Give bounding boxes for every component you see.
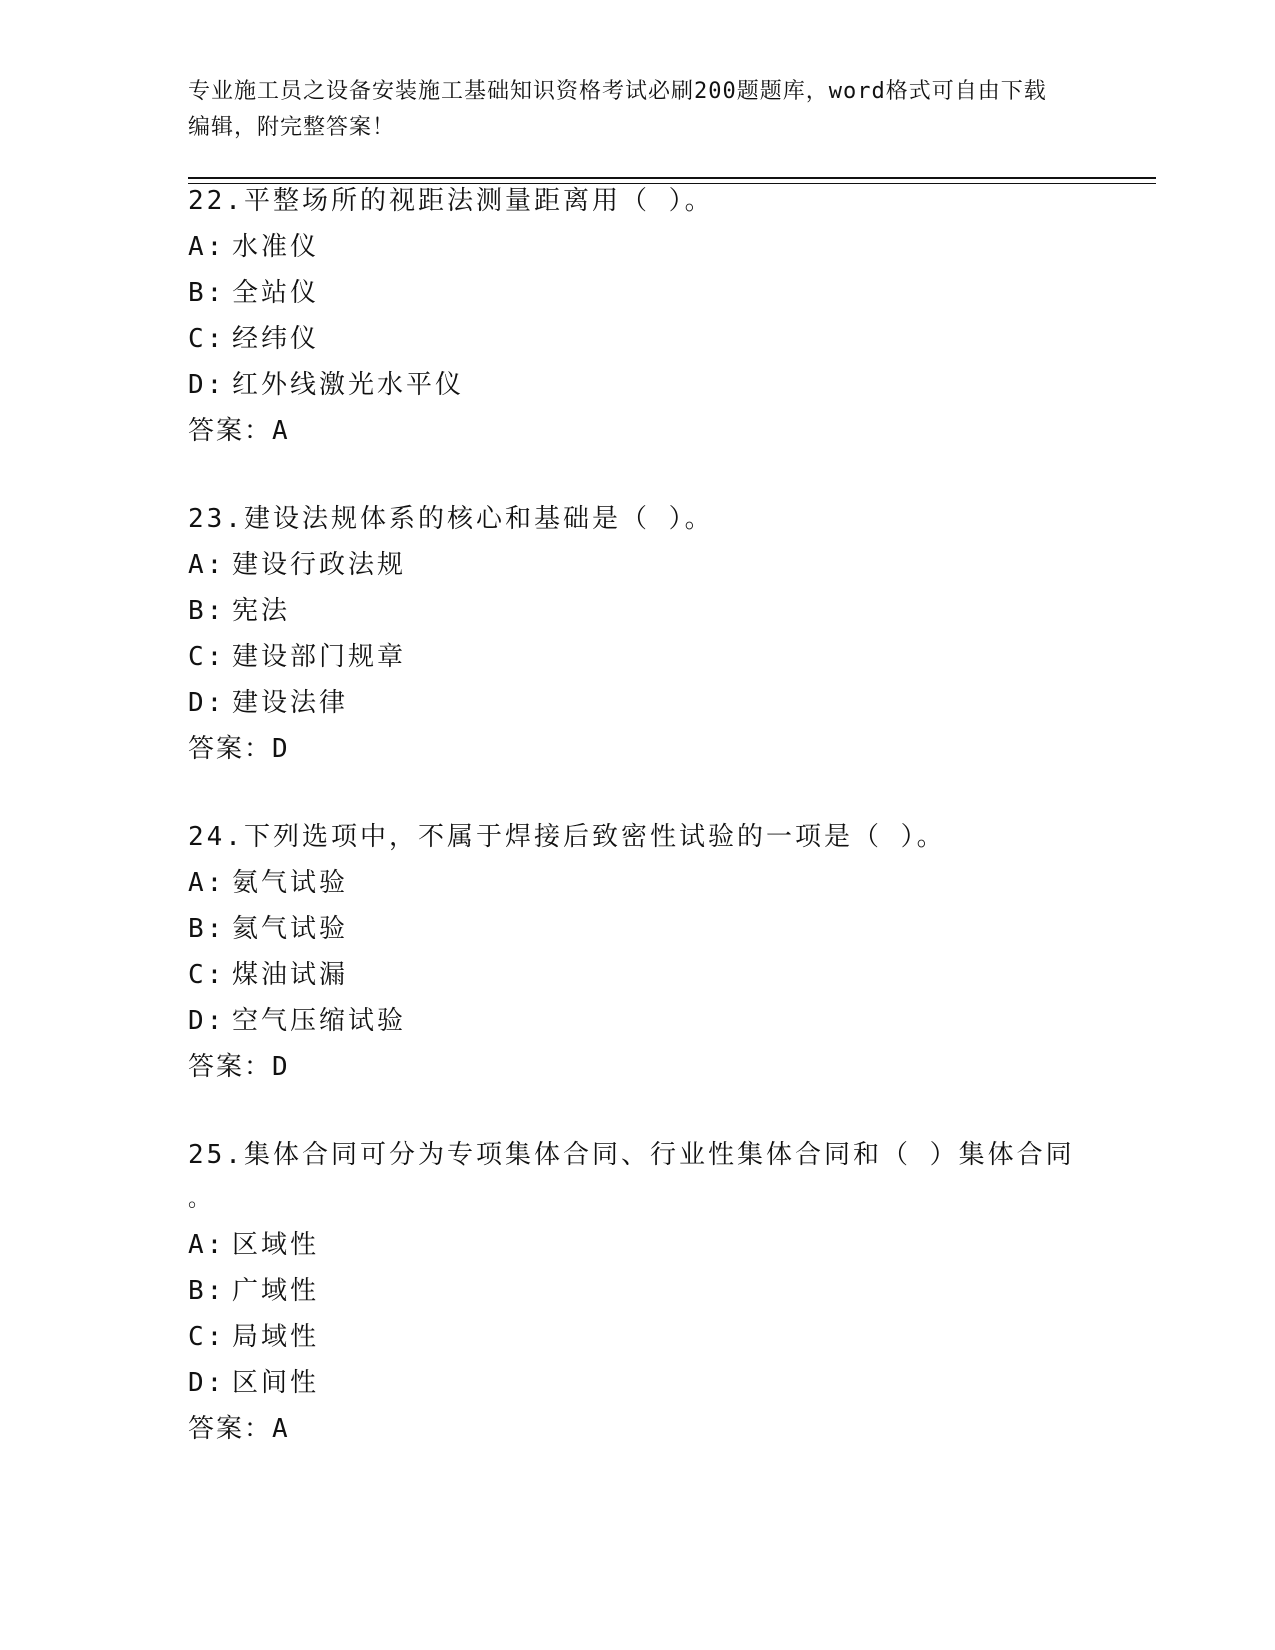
option-text: 氦气试验 bbox=[232, 914, 349, 944]
option-key: A: bbox=[188, 550, 226, 580]
option-key: D: bbox=[188, 370, 226, 400]
option-text: 煤油试漏 bbox=[232, 960, 349, 990]
option-text: 氨气试验 bbox=[232, 868, 349, 898]
option-key: D: bbox=[188, 1006, 226, 1036]
option-key: B: bbox=[188, 914, 226, 944]
option-b bbox=[188, 1268, 1088, 1314]
option-key: A: bbox=[188, 1230, 226, 1260]
option-text: 宪法 bbox=[232, 596, 291, 626]
option-text: 广域性 bbox=[232, 1276, 320, 1306]
question-23 bbox=[188, 496, 1088, 772]
option-key: C: bbox=[188, 960, 226, 990]
option-a bbox=[188, 542, 1088, 588]
option-a bbox=[188, 860, 1088, 906]
answer-line: 答案：A bbox=[188, 1414, 290, 1444]
option-c bbox=[188, 634, 1088, 680]
question-stem-tail: 。 bbox=[188, 1187, 211, 1212]
question-24 bbox=[188, 814, 1088, 1090]
option-c bbox=[188, 316, 1088, 362]
option-text: 全站仪 bbox=[232, 278, 320, 308]
option-key: B: bbox=[188, 596, 226, 626]
option-text: 经纬仪 bbox=[232, 324, 320, 354]
option-a bbox=[188, 1222, 1088, 1268]
question-stem: 22.平整场所的视距法测量距离用（ ）。 bbox=[188, 186, 714, 216]
option-key: C: bbox=[188, 1322, 226, 1352]
option-text: 空气压缩试验 bbox=[232, 1006, 407, 1036]
option-key: D: bbox=[188, 1368, 226, 1398]
option-text: 水准仪 bbox=[232, 232, 320, 262]
question-stem: 23.建设法规体系的核心和基础是（ ）。 bbox=[188, 504, 714, 534]
option-key: A: bbox=[188, 868, 226, 898]
option-text: 区间性 bbox=[232, 1368, 320, 1398]
question-stem: 25.集体合同可分为专项集体合同、行业性集体合同和（ ）集体合同 bbox=[188, 1140, 1075, 1170]
option-key: B: bbox=[188, 278, 226, 308]
option-key: C: bbox=[188, 324, 226, 354]
answer-line: 答案：D bbox=[188, 734, 290, 764]
option-text: 局域性 bbox=[232, 1322, 320, 1352]
option-c bbox=[188, 1314, 1088, 1360]
option-a bbox=[188, 224, 1088, 270]
option-c bbox=[188, 952, 1088, 998]
answer-line: 答案：D bbox=[188, 1052, 290, 1082]
option-b bbox=[188, 906, 1088, 952]
option-key: B: bbox=[188, 1276, 226, 1306]
option-key: A: bbox=[188, 232, 226, 262]
option-text: 红外线激光水平仪 bbox=[232, 370, 465, 400]
option-b bbox=[188, 270, 1088, 316]
option-b bbox=[188, 588, 1088, 634]
question-stem: 24.下列选项中，不属于焊接后致密性试验的一项是（ ）。 bbox=[188, 822, 946, 852]
document-header: 专业施工员之设备安装施工基础知识资格考试必刷200题题库，word格式可自由下载编辑，附完整答案！ bbox=[188, 79, 1047, 140]
option-key: C: bbox=[188, 642, 226, 672]
option-d bbox=[188, 998, 1088, 1044]
option-text: 区域性 bbox=[232, 1230, 320, 1260]
question-25 bbox=[188, 1132, 1088, 1452]
option-text: 建设行政法规 bbox=[232, 550, 407, 580]
option-text: 建设部门规章 bbox=[232, 642, 407, 672]
option-d bbox=[188, 362, 1088, 408]
option-text: 建设法律 bbox=[232, 688, 349, 718]
option-key: D: bbox=[188, 688, 226, 718]
option-d bbox=[188, 680, 1088, 726]
question-22 bbox=[188, 178, 1088, 454]
answer-line: 答案：A bbox=[188, 416, 290, 446]
option-d bbox=[188, 1360, 1088, 1406]
